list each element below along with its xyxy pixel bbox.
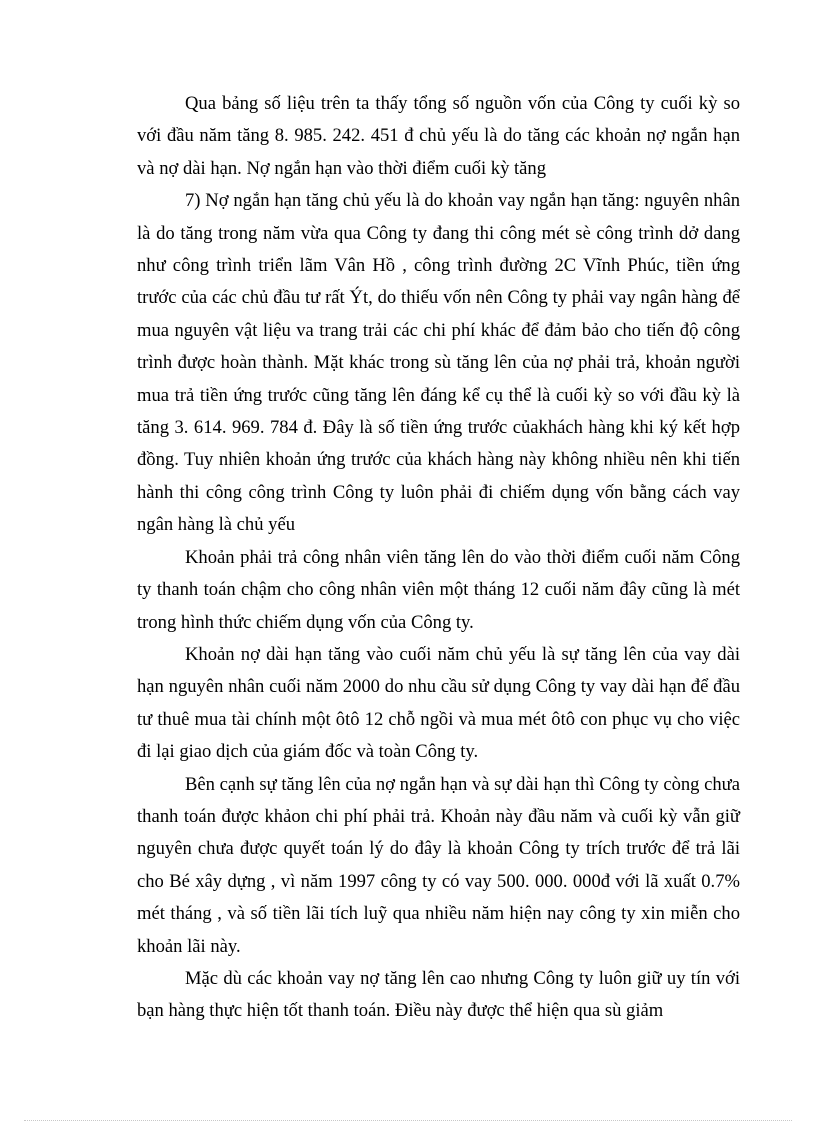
paragraph-5: Bên cạnh sự tăng lên của nợ ngắn hạn và sự dài hạn thì Công ty còng chưa thanh toán được khảon chi phí phải trả. Khoản này đầu năm và cuối kỳ vẫn giữ nguyên chưa được quyết toán lý do đây là khoản Công ty trích trước để trả lãi cho Bé xây dựng , vì năm 1997 công ty có vay 500. 000. 000đ với lã xuất 0.7% mét tháng , và số tiền lãi tích luỹ qua nhiều năm hiện nay công ty xin miễn cho khoản lãi này. [137,773,740,957]
paragraph-1: Qua bảng số liệu trên ta thấy tổng số nguồn vốn của Công ty cuối kỳ so với đầu năm tăng 8. 985. 242. 451 đ chủ yếu là do tăng các khoản nợ ngắn hạn và nợ dài hạn. Nợ ngắn hạn vào thời điểm cuối kỳ tăng [137,93,740,179]
paragraph-2: 7) Nợ ngắn hạn tăng chủ yếu là do khoản vay ngắn hạn tăng: nguyên nhân là do tăng trong năm vừa qua Công ty đang thi công mét sè công trình dở dang như công trình triển lãm Vân Hồ , công trình đường 2C Vĩnh Phúc, tiền ứng trước của các chủ đầu tư rất Ýt, do thiếu vốn nên Công ty phải vay ngân hàng để mua nguyên vật liệu va trang trải các chi phí khác để đảm bảo cho tiến độ công trình được hoàn thành. Mặt khác trong sù tăng lên của nợ phải trả, khoản người mua trả tiền ứng trước cũng tăng lên đáng kể cụ thể là cuối kỳ so với đầu kỳ là tăng 3. 614. 969. 784 đ. Đây là số tiền ứng trước củakhách hàng khi ký kết hợp đồng. Tuy nhiên khoản ứng trước của khách hàng này không nhiều nên khi tiến hành thi công công trình Công ty luôn phải đi chiếm dụng vốn bằng cách vay ngân hàng là chủ yếu [137,190,740,536]
paragraph-3: Khoản phải trả công nhân viên tăng lên do vào thời điểm cuối năm Công ty thanh toán chậm cho công nhân viên một tháng 12 cuối năm đây cũng là mét trong hình thức chiếm dụng vốn của Công ty. [137,546,740,633]
document-body [137,88,740,1028]
paragraph-6: Mặc dù các khoản vay nợ tăng lên cao nhưng Công ty luôn giữ uy tín với bạn hàng thực hiện tốt thanh toán. Điều này được thể hiện qua sù giảm [137,967,740,1022]
page-bottom-divider [24,1120,792,1121]
paragraph-4: Khoản nợ dài hạn tăng vào cuối năm chủ yếu là sự tăng lên của vay dài hạn nguyên nhân cuối năm 2000 do nhu cầu sử dụng Công ty vay dài hạn để đầu tư thuê mua tài chính một ôtô 12 chỗ ngồi và mua mét ôtô con phục vụ cho việc đi lại giao dịch của giám đốc và toàn Công ty. [137,643,740,763]
